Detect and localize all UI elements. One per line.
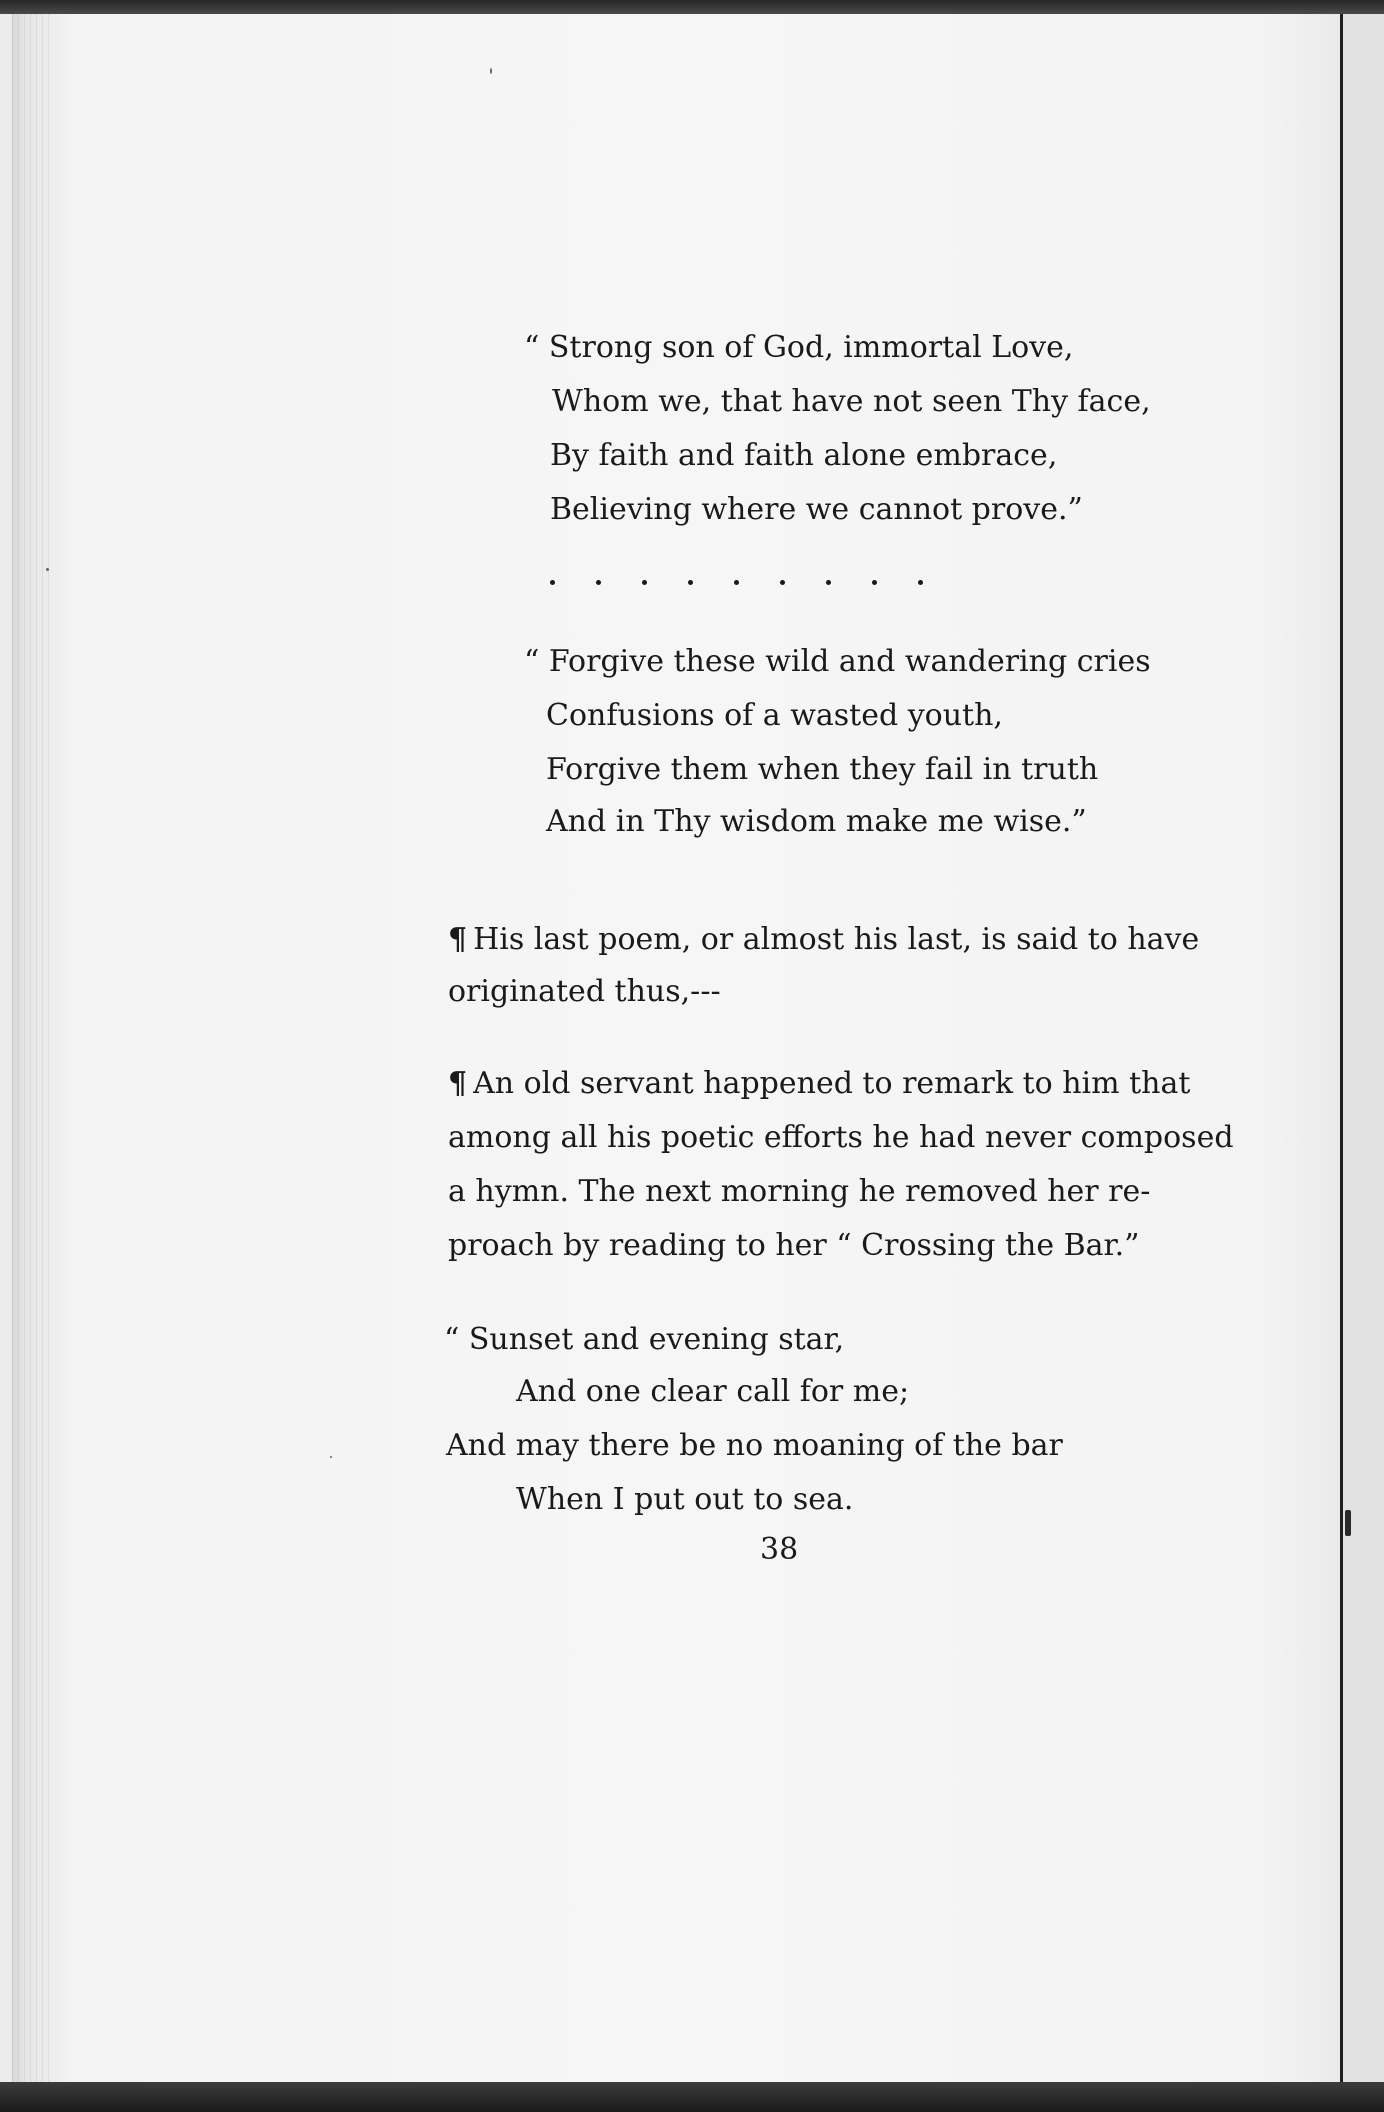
stanza2-line: Forgive them when they fail in truth	[546, 752, 1099, 787]
paper-speck	[490, 68, 492, 74]
stanza1-line: Believing where we cannot prove.”	[550, 492, 1083, 527]
paragraph1-line: originated thus,---	[448, 974, 721, 1009]
paragraph1-text: His last poem, or almost his last, is said to have	[473, 922, 1200, 957]
ellipsis-dot	[688, 580, 693, 585]
stanza2-line: Confusions of a wasted youth,	[546, 698, 1003, 733]
paper-speck	[46, 568, 49, 571]
pilcrow-mark: ¶	[448, 1066, 468, 1101]
scan-top-border	[0, 0, 1384, 14]
stanza2-line: And in Thy wisdom make me wise.”	[546, 804, 1087, 839]
page-sheet	[12, 14, 1348, 2082]
stanza1-line: “ Strong son of God, immortal Love,	[524, 330, 1074, 365]
paragraph2-line: a hymn. The next morning he removed her re-	[448, 1174, 1151, 1209]
paragraph1-line	[448, 920, 1199, 960]
stanza3-line: “ Sunset and evening star,	[444, 1322, 845, 1357]
pilcrow-mark: ¶	[448, 922, 468, 957]
page-number: 38	[760, 1532, 799, 1567]
scan-bottom-border	[0, 2082, 1384, 2112]
page-left-edge	[12, 14, 52, 2082]
ellipsis-dot	[918, 580, 923, 585]
ellipsis-dot	[596, 580, 601, 585]
ellipsis-dot	[826, 580, 831, 585]
binding-notch	[1345, 1510, 1351, 1536]
stanza2-line: “ Forgive these wild and wandering cries	[524, 644, 1151, 679]
paragraph2-text: An old servant happened to remark to him that	[473, 1066, 1191, 1101]
ellipsis-dot	[642, 580, 647, 585]
paragraph2-line	[448, 1064, 1190, 1104]
scan-right-margin	[1343, 14, 1384, 2082]
stanza1-line: Whom we, that have not seen Thy face,	[552, 384, 1151, 419]
stanza3-line: And one clear call for me;	[516, 1374, 910, 1409]
stanza1-line: By faith and faith alone embrace,	[550, 438, 1058, 473]
ellipsis-dot	[550, 580, 555, 585]
stanza3-line: When I put out to sea.	[516, 1482, 854, 1517]
paragraph2-line: among all his poetic efforts he had never composed	[448, 1120, 1234, 1155]
paragraph2-line: proach by reading to her “ Crossing the Bar.”	[448, 1228, 1140, 1263]
ellipsis-dot	[780, 580, 785, 585]
ellipsis-dot	[734, 580, 739, 585]
paper-speck	[330, 1456, 332, 1458]
stanza3-line: And may there be no moaning of the bar	[446, 1428, 1063, 1463]
ellipsis-dot	[872, 580, 877, 585]
